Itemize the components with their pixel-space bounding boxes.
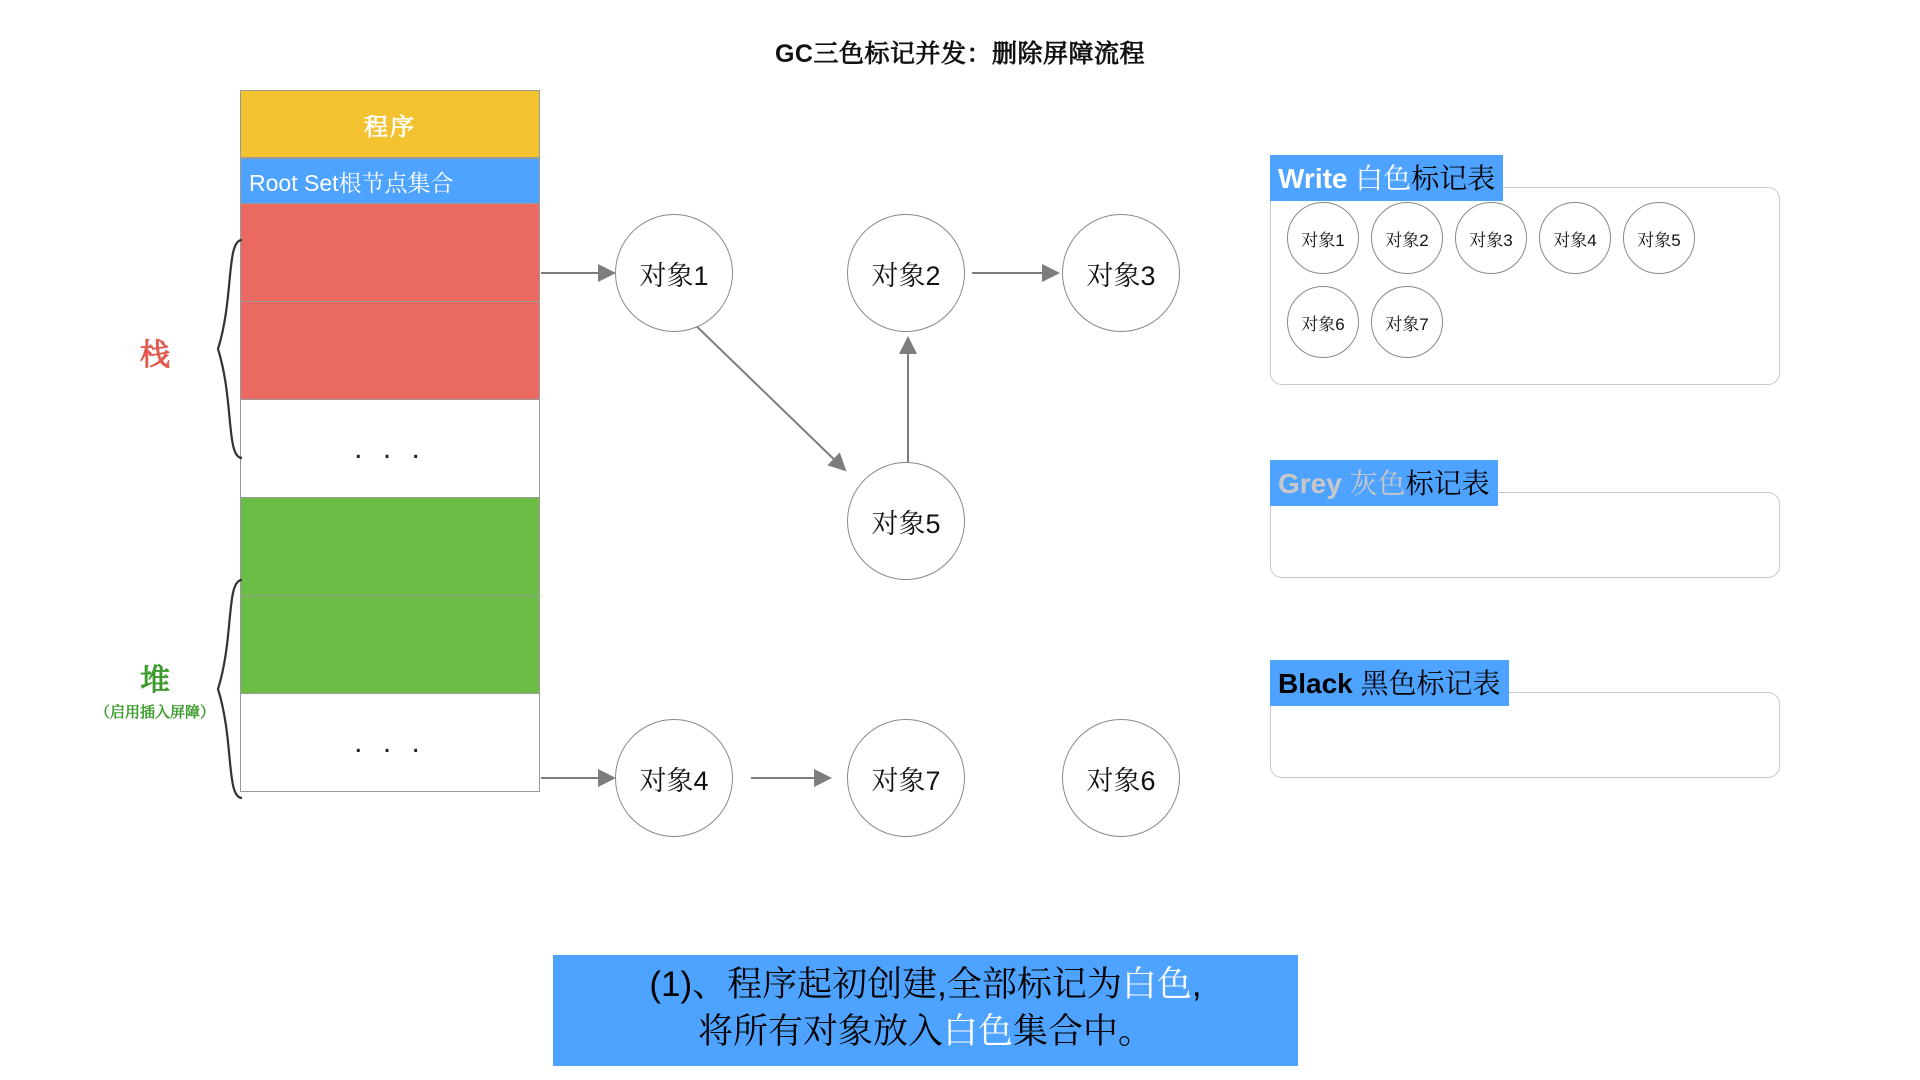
white-chip-obj5: 对象5 bbox=[1623, 202, 1695, 274]
grey-table-tail: 标记表 bbox=[1405, 468, 1490, 499]
heap-sub-label-text: （启用插入屏障） bbox=[94, 704, 215, 721]
caption-line2-highlight: 白色 bbox=[942, 1012, 1013, 1052]
black-mark-table bbox=[1270, 660, 1780, 810]
caption-line1-highlight: 白色 bbox=[1121, 965, 1192, 1004]
heap-cell-ellipsis: . . . bbox=[240, 694, 540, 792]
stack-cell-1 bbox=[240, 204, 540, 302]
caption-line-1 bbox=[557, 961, 1294, 1008]
white-chip-obj1: 对象1 bbox=[1287, 202, 1359, 274]
heap-cell-2 bbox=[240, 596, 540, 694]
black-table-tail: 标记表 bbox=[1416, 668, 1501, 699]
white-table-tail: 标记表 bbox=[1411, 163, 1496, 194]
heap-cell-1 bbox=[240, 498, 540, 596]
caption-line-2 bbox=[557, 1008, 1294, 1055]
graph-node-obj3[interactable]: 对象3 bbox=[1062, 214, 1180, 332]
program-band: 程序 bbox=[240, 90, 540, 158]
stack-label bbox=[100, 330, 210, 374]
white-table-keyword: Write bbox=[1278, 163, 1348, 194]
page-title: GC三色标记并发：删除屏障流程 bbox=[774, 40, 1145, 68]
graph-node-obj5[interactable]: 对象5 bbox=[847, 462, 965, 580]
graph-node-obj7[interactable]: 对象7 bbox=[847, 719, 965, 837]
memory-column bbox=[240, 90, 540, 792]
black-table-keyword: Black bbox=[1278, 668, 1353, 699]
graph-node-obj2[interactable]: 对象2 bbox=[847, 214, 965, 332]
caption-line2-prefix: 将所有对象放入 bbox=[697, 1012, 943, 1052]
grey-mark-table-title bbox=[1270, 460, 1498, 506]
caption-line1-prefix: (1)、程序起初创建,全部标记为 bbox=[649, 965, 1122, 1004]
white-chip-obj2: 对象2 bbox=[1371, 202, 1443, 274]
caption-line2-suffix: 集合中。 bbox=[1013, 1012, 1154, 1052]
stack-label-text: 栈 bbox=[140, 339, 170, 372]
caption-line1-suffix: , bbox=[1191, 965, 1202, 1004]
step-caption bbox=[553, 955, 1298, 1066]
graph-node-obj1[interactable]: 对象1 bbox=[615, 214, 733, 332]
white-chip-obj7: 对象7 bbox=[1371, 286, 1443, 358]
grey-table-color-word: 灰色 bbox=[1349, 468, 1406, 499]
heap-label-text: 堆 bbox=[140, 664, 170, 697]
stack-brace bbox=[212, 238, 246, 460]
graph-node-obj4[interactable]: 对象4 bbox=[615, 719, 733, 837]
root-set-band: Root Set根节点集合 bbox=[240, 158, 540, 204]
black-mark-table-title bbox=[1270, 660, 1509, 706]
white-chip-obj6: 对象6 bbox=[1287, 286, 1359, 358]
white-chip-obj4: 对象4 bbox=[1539, 202, 1611, 274]
white-mark-table bbox=[1270, 155, 1780, 405]
white-mark-table-title bbox=[1270, 155, 1503, 201]
heap-label bbox=[70, 655, 240, 722]
graph-node-obj6[interactable]: 对象6 bbox=[1062, 719, 1180, 837]
grey-table-keyword: Grey bbox=[1278, 468, 1342, 499]
black-table-color-word: 黑色 bbox=[1360, 668, 1417, 699]
white-table-color-word: 白色 bbox=[1355, 163, 1412, 194]
white-chip-obj3: 对象3 bbox=[1455, 202, 1527, 274]
grey-mark-table bbox=[1270, 460, 1780, 610]
white-mark-table-body bbox=[1270, 187, 1780, 385]
stack-cell-2 bbox=[240, 302, 540, 400]
stack-cell-ellipsis: . . . bbox=[240, 400, 540, 498]
